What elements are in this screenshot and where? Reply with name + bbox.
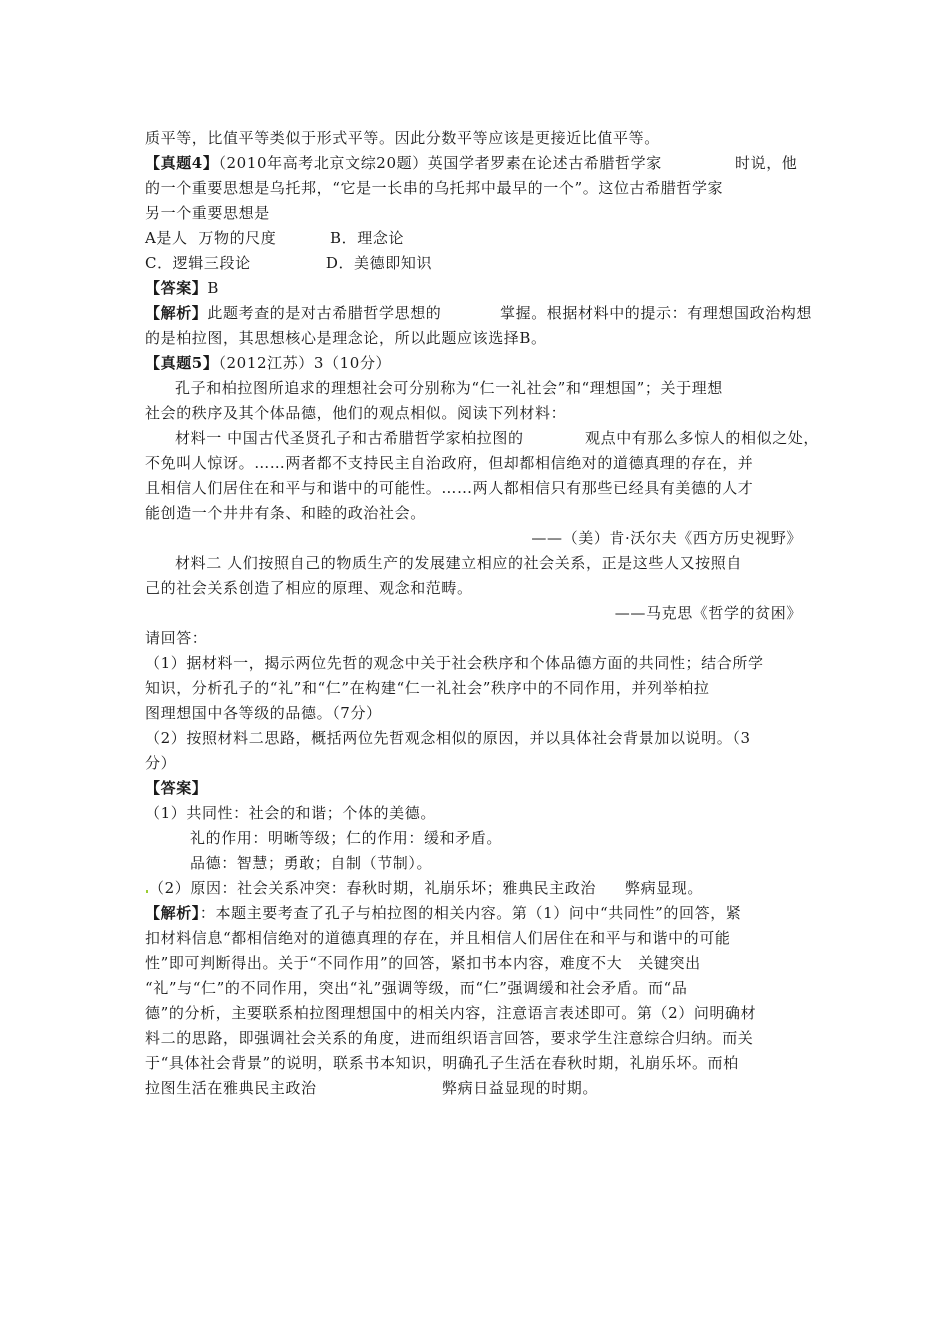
text-line: （1）共同性：社会的和谐；个体的美德。 [145, 804, 436, 822]
text-line: 的是柏拉图，其思想核心是理念论，所以此题应该选择B。 [145, 329, 547, 347]
text-line: 图理想国中各等级的品德。（7分） [145, 704, 382, 722]
text-line: 时说，他 [735, 154, 798, 172]
answer-heading [145, 778, 207, 798]
text-line: 社会的秩序及其个体品德，他们的观点相似。阅读下列材料： [145, 404, 567, 422]
text-line: （2）按照材料二思路，概括两位先哲观念相似的原因，并以具体社会背景加以说明。（3 [145, 729, 751, 747]
text-line: 的一个重要思想是乌托邦，“它是一长串的乌托邦中最早的一个”。这位古希腊哲学家 [145, 179, 724, 197]
analysis-line: 【解析】：本题主要考查了孔子与柏拉图的相关内容。第（1）问中“共同性”的回答，紧 [145, 904, 742, 922]
text-line: 弊病日益显现的时期。 [442, 1079, 599, 1097]
text-line: 请回答： [145, 629, 208, 647]
text-line: 孔子和柏拉图所追求的理想社会可分别称为“仁一礼社会”和“理想国”；关于理想 [175, 379, 723, 397]
text-line: （2）原因：社会关系冲突：春秋时期，礼崩乐坏；雅典民主政治 [145, 878, 596, 898]
text-line: 品德：智慧；勇敢；自制（节制）。 [190, 854, 433, 872]
text-line: 材料二 人们按照自己的物质生产的发展建立相应的社会关系，正是这些人又按照自 [175, 554, 742, 572]
question-4-heading: 【真题4】（2010年高考北京文综20题）英国学者罗素在论述古希腊哲学家 [145, 154, 662, 172]
analysis-label: 【解析】 [145, 304, 208, 322]
text-line: 不免叫人惊讶。……两者都不支持民主自治政府，但却都相信绝对的道德真理的存在，并 [145, 454, 754, 472]
citation: ——马克思《哲学的贫困》 [614, 604, 802, 622]
text-line: 质平等，比值平等类似于形式平等。因此分数平等应该是更接近比值平等。 [145, 129, 660, 147]
text-line: “礼”与“仁”的不同作用，突出“礼”强调等级，而“仁”强调缓和社会矛盾。而“品 [145, 979, 688, 997]
citation: ——（美）肯·沃尔夫《西方历史视野》 [531, 529, 802, 547]
analysis-line: 【解析】此题考查的是对古希腊哲学思想的 [145, 304, 442, 322]
text-line: 料二的思路，即强调社会关系的角度，进而组织语言回答，要求学生注意综合归纳。而关 [145, 1029, 754, 1047]
text-line: 掌握。根据材料中的提示：有理想国政治构想 [500, 304, 813, 322]
question-label: 【真题4】 [145, 154, 219, 172]
text-line: 材料一 中国古代圣贤孔子和古希腊哲学家柏拉图的 [175, 429, 524, 447]
text-line: （1）据材料一，揭示两位先哲的观念中关于社会秩序和个体品德方面的共同性；结合所学 [145, 654, 764, 672]
text-line: 且相信人们居住在和平与和谐中的可能性。……两人都相信只有那些已经具有美德的人才 [145, 479, 754, 497]
analysis-label: 【解析】 [145, 904, 200, 922]
text-line: 德”的分析，主要联系柏拉图理想国中的相关内容，注意语言表述即可。第（2）问明确材 [145, 1004, 757, 1022]
text-line: 性”即可判断得出。关于“不同作用”的回答，紧扣书本内容，难度不大 关键突出 [145, 954, 701, 972]
text-line: 己的社会关系创造了相应的原理、观念和范畴。 [145, 579, 473, 597]
highlight-mark [146, 890, 148, 893]
text-line: 观点中有那么多惊人的相似之处， [585, 429, 820, 447]
text-line: 能创造一个井井有条、和睦的政治社会。 [145, 504, 426, 522]
answer-label: 【答案】 [145, 279, 208, 297]
text-line: 拉图生活在雅典民主政治 [145, 1079, 317, 1097]
text-line: 知识，分析孔子的“礼”和“仁”在构建“仁一礼社会”秩序中的不同作用，并列举柏拉 [145, 679, 710, 697]
text-line: 扣材料信息“都相信绝对的道德真理的存在，并且相信人们居住在和平与和谐中的可能 [145, 929, 731, 947]
question-label: 【真题5】 [145, 354, 219, 372]
text-line: 弊病显现。 [625, 879, 704, 897]
text-line: 分） [145, 754, 177, 772]
text-line: 礼的作用：明晰等级；仁的作用：缓和矛盾。 [190, 829, 503, 847]
text-line: 于“具体社会背景”的说明，联系书本知识，明确孔子生活在春秋时期，礼崩乐坏。而柏 [145, 1054, 739, 1072]
answer-label: 【答案】 [145, 779, 208, 797]
option-line: C．逻辑三段论 D．美德即知识 [145, 254, 433, 272]
text-line: 另一个重要思想是 [145, 204, 270, 222]
option-line: A是人 万物的尺度 B．理念论 [145, 229, 405, 247]
answer-line: 【答案】B [145, 279, 220, 297]
question-5-heading: 【真题5】（2012江苏）3（10分） [145, 354, 392, 372]
